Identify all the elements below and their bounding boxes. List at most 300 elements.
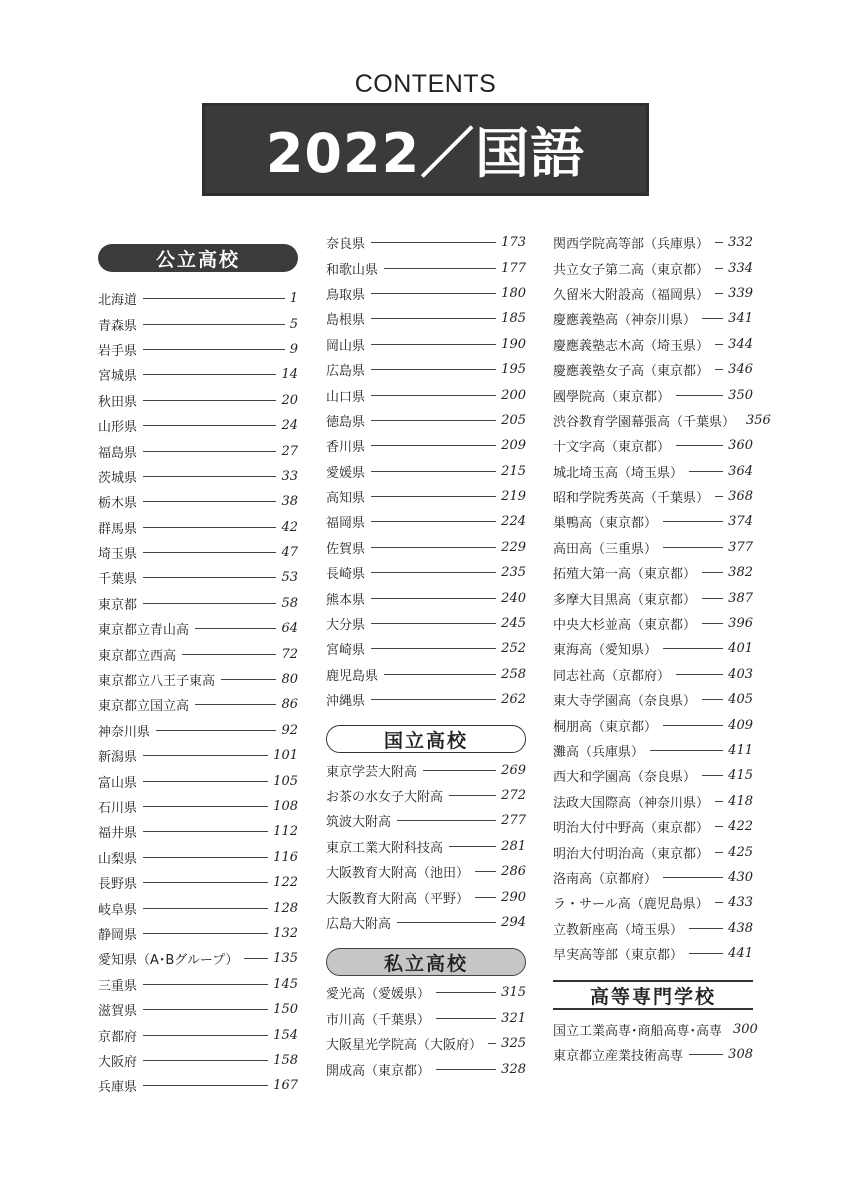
- leader-line: [143, 882, 268, 883]
- entry-name: 明治大付中野高（東京都）: [553, 821, 710, 837]
- leader-line: [371, 420, 496, 421]
- leader-line: [397, 922, 496, 923]
- leader-line: [702, 623, 723, 624]
- entry-name: 大阪星光学院高（大阪府）: [326, 1038, 483, 1054]
- leader-line: [663, 877, 723, 878]
- leader-line: [371, 471, 496, 472]
- entry-page-number: 145: [273, 976, 298, 992]
- entry-name: 東京学芸大附高: [326, 764, 418, 780]
- toc-entry: [553, 662, 753, 687]
- entry-page-number: 360: [728, 438, 753, 454]
- toc-entry: [98, 337, 298, 362]
- leader-line: [143, 577, 276, 578]
- toc-entry: [98, 489, 298, 514]
- entry-name: 東京都: [98, 597, 138, 613]
- entry-name: 共立女子第二高（東京都）: [553, 262, 710, 278]
- entry-name: 京都府: [98, 1029, 138, 1045]
- entry-name: 岩手県: [98, 343, 138, 359]
- toc-entry: [553, 357, 753, 382]
- leader-line: [371, 572, 496, 573]
- entry-name: 東京都立八王子東高: [98, 674, 216, 690]
- entry-name: 慶應義塾志木高（埼玉県）: [553, 338, 710, 354]
- toc-entry: [98, 1022, 298, 1047]
- entry-name: 桐朋高（東京都）: [553, 719, 658, 735]
- toc-entry: [326, 509, 526, 534]
- toc-entry: [553, 306, 753, 331]
- column-public: [98, 244, 298, 1099]
- entry-name: 昭和学院秀英高（千葉県）: [553, 491, 710, 507]
- leader-line: [195, 628, 276, 629]
- toc-entry: [98, 641, 298, 666]
- entry-page-number: 339: [728, 285, 753, 301]
- entry-page-number: 387: [728, 590, 753, 606]
- toc-entry: [326, 636, 526, 661]
- entry-name: 拓殖大第一高（東京都）: [553, 567, 697, 583]
- entry-page-number: 235: [501, 565, 526, 581]
- entry-page-number: 92: [281, 722, 298, 738]
- entry-page-number: 86: [281, 697, 298, 713]
- entry-name: 広島大附高: [326, 916, 392, 932]
- entry-name: 市川高（千葉県）: [326, 1012, 431, 1028]
- column-middle: [326, 230, 526, 1082]
- toc-entry: [326, 1006, 526, 1031]
- toc-entry: [326, 611, 526, 636]
- entry-name: 沖縄県: [326, 694, 366, 710]
- toc-entry: [553, 255, 753, 280]
- leader-line: [702, 775, 723, 776]
- leader-line: [371, 369, 496, 370]
- entry-name: 山口県: [326, 389, 366, 405]
- entry-page-number: 364: [728, 463, 753, 479]
- leader-line: [371, 395, 496, 396]
- leader-line: [715, 902, 723, 903]
- leader-line: [143, 298, 285, 299]
- leader-line: [143, 1009, 268, 1010]
- toc-entry: [553, 433, 753, 458]
- leader-line: [143, 400, 276, 401]
- entry-page-number: 24: [281, 418, 298, 434]
- leader-line: [436, 1069, 496, 1070]
- leader-line: [143, 781, 268, 782]
- toc-entry: [553, 585, 753, 610]
- column-private: [553, 230, 771, 1067]
- entry-page-number: 374: [728, 514, 753, 530]
- toc-entry: [553, 484, 753, 509]
- entry-name: 香川県: [326, 440, 366, 456]
- toc-entry: [98, 870, 298, 895]
- toc-entry: [553, 738, 753, 763]
- toc-entry: [326, 884, 526, 909]
- entry-page-number: 258: [501, 666, 526, 682]
- leader-line: [449, 846, 496, 847]
- leader-line: [143, 527, 276, 528]
- entry-name: 慶應義塾女子高（東京都）: [553, 364, 710, 380]
- contents-label: CONTENTS: [354, 70, 497, 98]
- entry-page-number: 173: [501, 235, 526, 251]
- leader-line: [143, 984, 268, 985]
- leader-line: [689, 953, 723, 954]
- entry-name: 和歌山県: [326, 262, 379, 278]
- entry-name: 渋谷教育学園幕張高（千葉県）: [553, 414, 736, 430]
- entry-name: 新潟県: [98, 750, 138, 766]
- toc-entry: [326, 255, 526, 280]
- entry-name: 多摩大目黒高（東京都）: [553, 592, 697, 608]
- entry-name: 慶應義塾高（神奈川県）: [553, 313, 697, 329]
- entry-name: 秋田県: [98, 394, 138, 410]
- toc-entry: [553, 890, 753, 915]
- entry-list-prefectures: [326, 230, 526, 712]
- leader-line: [676, 674, 723, 675]
- leader-line: [702, 699, 723, 700]
- toc-entry: [326, 662, 526, 687]
- entry-name: 愛知県（A･Bグループ）: [98, 953, 239, 969]
- toc-entry: [98, 1048, 298, 1073]
- toc-entry: [98, 362, 298, 387]
- entry-name: 山形県: [98, 420, 138, 436]
- entry-name: 国立工業高専･商船高専･高専: [553, 1023, 723, 1039]
- entry-name: 東大寺学園高（奈良県）: [553, 694, 697, 710]
- toc-entry: [553, 789, 753, 814]
- toc-entry: [553, 509, 753, 534]
- leader-line: [143, 908, 268, 909]
- leader-line: [182, 654, 276, 655]
- leader-line: [397, 820, 496, 821]
- entry-page-number: 401: [728, 641, 753, 657]
- toc-entry: [553, 865, 753, 890]
- toc-entry: [326, 357, 526, 382]
- toc-entry: [98, 1073, 298, 1098]
- toc-entry: [98, 845, 298, 870]
- entry-name: 奈良県: [326, 237, 366, 253]
- leader-line: [143, 324, 285, 325]
- entry-name: 早実高等部（東京都）: [553, 948, 684, 964]
- entry-page-number: 269: [501, 762, 526, 778]
- leader-line: [143, 476, 276, 477]
- entry-page-number: 47: [281, 545, 298, 561]
- leader-line: [143, 552, 276, 553]
- entry-name: 大阪教育大附高（池田）: [326, 866, 470, 882]
- entry-page-number: 332: [728, 235, 753, 251]
- leader-line: [143, 831, 268, 832]
- entry-list-private-schools: [553, 230, 771, 966]
- entry-name: 國學院高（東京都）: [553, 389, 671, 405]
- toc-entry: [98, 591, 298, 616]
- toc-entry: [553, 281, 753, 306]
- entry-page-number: 209: [501, 438, 526, 454]
- leader-line: [371, 293, 496, 294]
- toc-entry: [98, 464, 298, 489]
- page-title: 2022／国語: [265, 122, 586, 185]
- entry-page-number: 422: [728, 819, 753, 835]
- entry-name: 福井県: [98, 826, 138, 842]
- entry-page-number: 108: [273, 799, 298, 814]
- entry-name: 東京都立西高: [98, 648, 177, 664]
- entry-page-number: 403: [728, 666, 753, 682]
- entry-page-number: 262: [501, 692, 526, 708]
- entry-page-number: 105: [273, 773, 298, 789]
- leader-line: [689, 471, 723, 472]
- entry-name: 関西学院高等部（兵庫県）: [553, 237, 710, 253]
- entry-list-public: [98, 286, 298, 1099]
- leader-line: [689, 1054, 723, 1055]
- leader-line: [143, 603, 276, 604]
- leader-line: [715, 242, 723, 243]
- toc-entry: [553, 382, 753, 407]
- toc-entry: [326, 687, 526, 712]
- toc-entry: [98, 743, 298, 768]
- leader-line: [663, 521, 723, 522]
- leader-line: [449, 795, 496, 796]
- section-heading-kosen: 高等専門学校: [553, 980, 753, 1010]
- toc-entry: [553, 839, 753, 864]
- entry-page-number: 418: [728, 793, 753, 809]
- entry-page-number: 33: [281, 468, 298, 484]
- entry-list-national: [326, 757, 526, 935]
- leader-line: [715, 801, 723, 802]
- entry-page-number: 321: [501, 1010, 526, 1026]
- entry-page-number: 150: [273, 1002, 298, 1018]
- entry-name: 東京都立産業技術高専: [553, 1048, 684, 1064]
- entry-name: 埼玉県: [98, 547, 138, 563]
- leader-line: [702, 318, 723, 319]
- leader-line: [371, 496, 496, 497]
- toc-entry: [326, 230, 526, 255]
- entry-page-number: 219: [501, 489, 526, 505]
- leader-line: [702, 572, 723, 573]
- entry-name: 十文字高（東京都）: [553, 440, 671, 456]
- toc-entry: [326, 535, 526, 560]
- entry-page-number: 154: [273, 1027, 298, 1043]
- entry-page-number: 382: [728, 565, 753, 581]
- entry-page-number: 356: [746, 412, 771, 428]
- entry-page-number: 53: [281, 570, 298, 586]
- entry-page-number: 224: [501, 514, 526, 530]
- entry-page-number: 101: [273, 748, 298, 764]
- entry-name: 巣鴨高（東京都）: [553, 516, 658, 532]
- toc-entry: [326, 808, 526, 833]
- leader-line: [371, 242, 496, 243]
- toc-entry: [98, 997, 298, 1022]
- toc-entry: [98, 718, 298, 743]
- entry-name: 城北埼玉高（埼玉県）: [553, 465, 684, 481]
- entry-page-number: 9: [289, 341, 298, 357]
- leader-line: [650, 750, 723, 751]
- entry-name: 東京工業大附科技高: [326, 840, 444, 856]
- toc-entry: [553, 1016, 758, 1041]
- entry-page-number: 286: [501, 864, 526, 880]
- leader-line: [676, 445, 723, 446]
- entry-name: 大阪教育大附高（平野）: [326, 891, 470, 907]
- entry-page-number: 240: [501, 590, 526, 606]
- entry-page-number: 200: [501, 387, 526, 403]
- entry-page-number: 415: [728, 768, 753, 784]
- entry-page-number: 441: [728, 946, 753, 962]
- entry-page-number: 72: [281, 646, 298, 662]
- entry-page-number: 294: [501, 914, 526, 930]
- entry-page-number: 325: [501, 1036, 526, 1052]
- entry-name: 滋賀県: [98, 1004, 138, 1020]
- toc-entry: [326, 1056, 526, 1081]
- entry-name: 青森県: [98, 318, 138, 334]
- entry-name: 大分県: [326, 618, 366, 634]
- entry-page-number: 64: [281, 621, 298, 637]
- entry-name: 宮崎県: [326, 643, 366, 659]
- entry-name: 筑波大附高: [326, 815, 392, 831]
- leader-line: [715, 852, 723, 853]
- leader-line: [195, 704, 276, 705]
- toc-entry: [326, 585, 526, 610]
- entry-page-number: 281: [501, 838, 526, 854]
- leader-line: [143, 755, 268, 756]
- toc-entry: [553, 535, 753, 560]
- entry-name: 立教新座高（埼玉県）: [553, 922, 684, 938]
- entry-name: 宮城県: [98, 369, 138, 385]
- entry-name: 富山県: [98, 775, 138, 791]
- entry-page-number: 14: [281, 367, 298, 383]
- leader-line: [371, 344, 496, 345]
- entry-name: 神奈川県: [98, 724, 151, 740]
- entry-name: 同志社高（京都府）: [553, 668, 671, 684]
- leader-line: [143, 933, 268, 934]
- toc-entry: [98, 388, 298, 413]
- leader-line: [371, 648, 496, 649]
- toc-entry: [326, 910, 526, 935]
- entry-page-number: 20: [281, 392, 298, 408]
- toc-entry: [326, 281, 526, 306]
- entry-page-number: 411: [728, 743, 753, 758]
- entry-name: 北海道: [98, 293, 138, 309]
- entry-name: 静岡県: [98, 927, 138, 943]
- entry-name: 東京都立青山高: [98, 623, 190, 639]
- entry-page-number: 368: [728, 489, 753, 505]
- entry-name: 長崎県: [326, 567, 366, 583]
- toc-entry: [326, 306, 526, 331]
- entry-name: ラ・サール高（鹿児島県）: [553, 897, 709, 913]
- entry-name: 三重県: [98, 978, 138, 994]
- toc-entry: [326, 433, 526, 458]
- toc-entry: [98, 667, 298, 692]
- leader-line: [371, 623, 496, 624]
- toc-entry: [553, 611, 753, 636]
- entry-name: 千葉県: [98, 572, 138, 588]
- entry-name: 岡山県: [326, 338, 366, 354]
- entry-page-number: 433: [728, 895, 753, 911]
- entry-page-number: 132: [273, 925, 298, 941]
- entry-page-number: 430: [728, 869, 753, 885]
- toc-entry: [98, 692, 298, 717]
- entry-page-number: 346: [728, 362, 753, 378]
- entry-page-number: 112: [273, 824, 298, 840]
- toc-entry: [326, 783, 526, 808]
- entry-page-number: 438: [728, 920, 753, 936]
- toc-entry: [98, 921, 298, 946]
- entry-name: 広島県: [326, 364, 366, 380]
- toc-entry: [553, 230, 753, 255]
- entry-page-number: 215: [501, 463, 526, 479]
- leader-line: [475, 897, 496, 898]
- entry-name: 開成高（東京都）: [326, 1063, 431, 1079]
- leader-line: [371, 547, 496, 548]
- toc-entry: [98, 819, 298, 844]
- entry-name: 徳島県: [326, 414, 366, 430]
- toc-entry: [98, 438, 298, 463]
- entry-page-number: 158: [273, 1052, 298, 1068]
- entry-page-number: 185: [501, 311, 526, 327]
- entry-page-number: 315: [501, 985, 526, 1001]
- toc-entry: [98, 946, 298, 971]
- entry-page-number: 38: [281, 494, 298, 510]
- entry-name: 岐阜県: [98, 902, 138, 918]
- toc-entry: [326, 382, 526, 407]
- entry-page-number: 177: [501, 260, 526, 276]
- entry-name: 洛南高（京都府）: [553, 871, 658, 887]
- toc-entry: [326, 834, 526, 859]
- entry-name: 長野県: [98, 877, 138, 893]
- entry-page-number: 396: [728, 616, 753, 632]
- toc-entry: [553, 763, 753, 788]
- entry-page-number: 128: [273, 900, 298, 916]
- entry-page-number: 350: [728, 387, 753, 403]
- leader-line: [371, 445, 496, 446]
- entry-name: 山梨県: [98, 851, 138, 867]
- section-heading-public: 公立高校: [98, 244, 298, 272]
- entry-page-number: 42: [281, 519, 298, 535]
- toc-entry: [98, 565, 298, 590]
- entry-name: 大阪府: [98, 1054, 138, 1070]
- leader-line: [715, 293, 723, 294]
- toc-entry: [98, 794, 298, 819]
- toc-entry: [326, 408, 526, 433]
- leader-line: [488, 1043, 496, 1044]
- toc-entry: [553, 814, 753, 839]
- entry-name: 石川県: [98, 801, 138, 816]
- toc-entry: [98, 311, 298, 336]
- entry-page-number: 229: [501, 539, 526, 555]
- toc-entry: [553, 560, 753, 585]
- toc-entry: [98, 895, 298, 920]
- entry-name: 福岡県: [326, 516, 366, 532]
- entry-page-number: 27: [281, 443, 298, 459]
- entry-page-number: 180: [501, 285, 526, 301]
- entry-page-number: 405: [728, 692, 753, 708]
- toc-entry: [553, 408, 771, 433]
- entry-name: 東海高（愛知県）: [553, 643, 658, 659]
- leader-line: [156, 730, 276, 731]
- entry-page-number: 252: [501, 641, 526, 657]
- leader-line: [676, 395, 723, 396]
- entry-page-number: 290: [501, 889, 526, 905]
- entry-page-number: 5: [289, 316, 298, 332]
- toc-entry: [553, 636, 753, 661]
- entry-page-number: 308: [728, 1046, 753, 1062]
- toc-entry: [553, 941, 753, 966]
- entry-page-number: 328: [501, 1061, 526, 1077]
- leader-line: [715, 369, 723, 370]
- entry-page-number: 341: [728, 311, 753, 327]
- entry-name: 愛光高（愛媛県）: [326, 987, 431, 1003]
- entry-name: 中央大杉並高（東京都）: [553, 618, 697, 634]
- toc-entry: [98, 972, 298, 997]
- toc-entry: [553, 459, 753, 484]
- entry-name: お茶の水女子大附高: [326, 790, 444, 805]
- section-heading-national: 国立高校: [326, 725, 526, 753]
- toc-entry: [553, 916, 753, 941]
- leader-line: [663, 648, 723, 649]
- leader-line: [702, 598, 723, 599]
- leader-line: [371, 598, 496, 599]
- entry-page-number: 300: [733, 1021, 758, 1037]
- entry-page-number: 167: [273, 1078, 298, 1094]
